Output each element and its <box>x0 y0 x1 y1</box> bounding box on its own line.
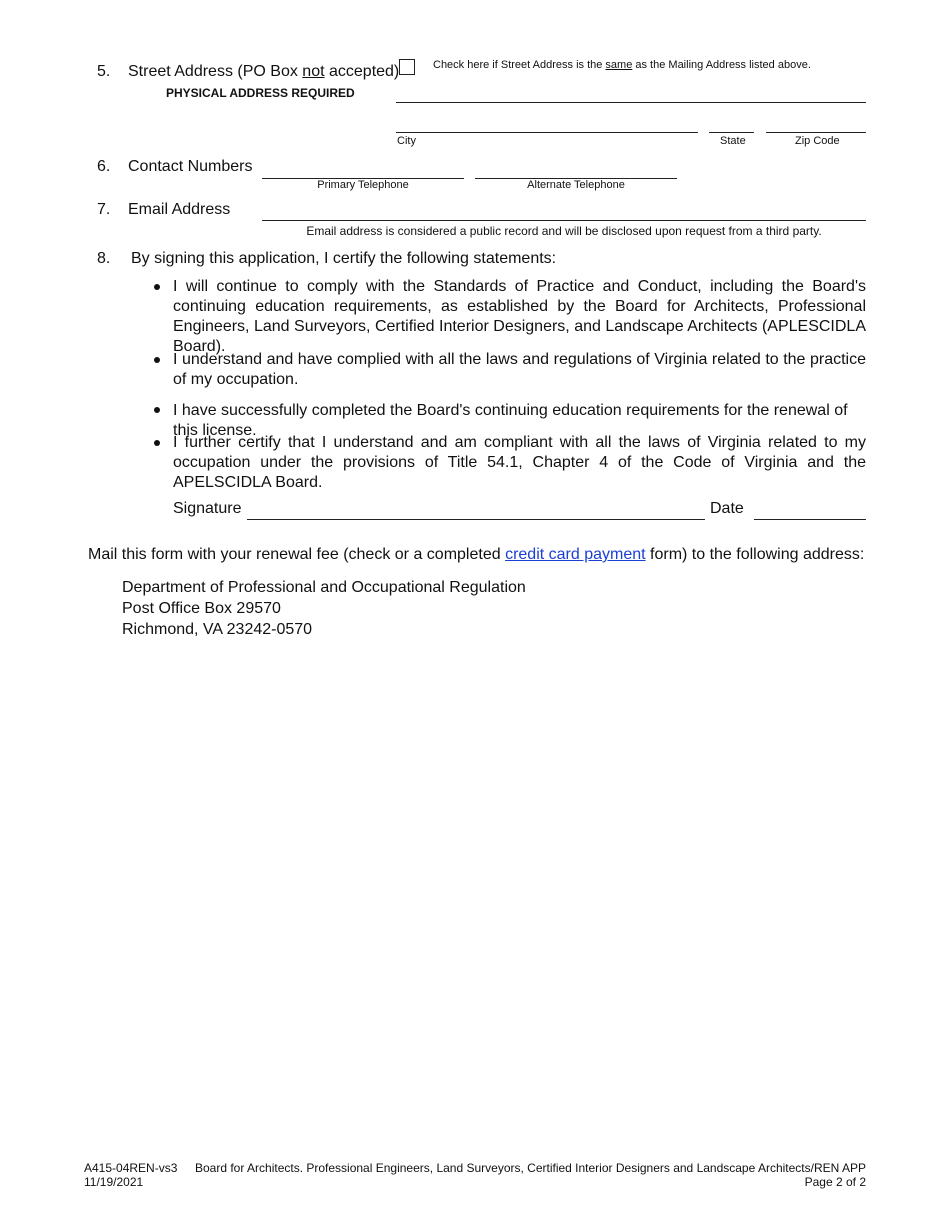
signature-label: Signature <box>173 500 242 517</box>
address-line-1: Department of Professional and Occupational Regulation <box>122 579 526 596</box>
bullet-icon <box>154 407 160 413</box>
state-field[interactable] <box>709 132 754 133</box>
date-field[interactable] <box>754 519 866 520</box>
checkbox-text-same: same <box>605 59 633 71</box>
contact-numbers-label: Contact Numbers <box>128 158 253 175</box>
address-line-3: Richmond, VA 23242-0570 <box>122 621 313 638</box>
footer-page-number: Page 2 of 2 <box>804 1175 866 1189</box>
physical-address-required: PHYSICAL ADDRESS REQUIRED <box>166 86 355 100</box>
item-5-number: 5. <box>97 63 111 80</box>
item-7-number: 7. <box>97 201 111 218</box>
credit-card-payment-link[interactable]: credit card payment <box>505 546 646 563</box>
mail-text-pre: Mail this form with your renewal fee (check or a completed <box>88 546 506 563</box>
email-address-label: Email Address <box>128 201 231 218</box>
city-label: City <box>397 135 416 147</box>
same-address-checkbox-text <box>433 59 811 71</box>
footer-board-text: Board for Architects. Professional Engineers, Land Surveyors, Certified Interior Designers and Landscape Architects/REN APP <box>194 1161 866 1175</box>
certification-intro: By signing this application, I certify the following statements: <box>131 250 557 267</box>
mailing-address <box>122 577 526 640</box>
footer-form-date: 11/19/2021 <box>84 1175 144 1189</box>
bullet-icon <box>154 440 160 446</box>
bullet-icon <box>154 357 160 363</box>
date-label: Date <box>710 500 744 517</box>
email-address-field[interactable] <box>262 220 866 221</box>
checkbox-text-post: as the Mailing Address listed above. <box>632 59 811 71</box>
certification-statement-3: I have successfully completed the Board's continuing education requirements for the renewal of this license. <box>173 402 848 439</box>
street-address-label-pre: Street Address (PO Box <box>128 63 303 80</box>
certification-statement-1: I will continue to comply with the Standards of Practice and Conduct, including the Board's continuing education requirements, as established by the Board for Architects, Professional Engineers, Land Surveyors, Certified Interior Designers, and Landscape Architects (APLESCIDLA Board). <box>173 278 866 355</box>
checkbox-text-pre: Check here if Street Address is the <box>433 59 606 71</box>
email-public-record-note: Email address is considered a public record and will be disclosed upon request from a third party. <box>306 224 822 238</box>
street-address-label-post: accepted) <box>324 63 400 80</box>
mail-instructions <box>88 546 864 564</box>
zip-code-label: Zip Code <box>795 135 840 147</box>
address-line-2: Post Office Box 29570 <box>122 600 281 617</box>
bullet-icon <box>154 284 160 290</box>
certification-statement-4: I further certify that I understand and am compliant with all the laws of Virginia related to my occupation under the provisions of Title 54.1, Chapter 4 of the Code of Virginia and the APELSCIDLA Board. <box>173 434 866 491</box>
signature-field[interactable] <box>247 519 705 520</box>
street-address-label <box>128 63 399 81</box>
item-8-number: 8. <box>97 250 111 267</box>
street-address-field[interactable] <box>396 102 866 103</box>
item-6-number: 6. <box>97 158 111 175</box>
mail-text-post: form) to the following address: <box>645 546 865 563</box>
primary-telephone-label: Primary Telephone <box>317 179 409 191</box>
street-address-label-not: not <box>302 63 325 80</box>
zip-code-field[interactable] <box>766 132 866 133</box>
certification-statement-2: I understand and have complied with all the laws and regulations of Virginia related to the practice of my occupation. <box>173 351 866 388</box>
alternate-telephone-label: Alternate Telephone <box>527 179 625 191</box>
city-field[interactable] <box>396 132 698 133</box>
state-label: State <box>720 135 746 147</box>
same-address-checkbox[interactable] <box>399 59 415 75</box>
footer-form-id: A415-04REN-vs3 <box>84 1161 178 1175</box>
